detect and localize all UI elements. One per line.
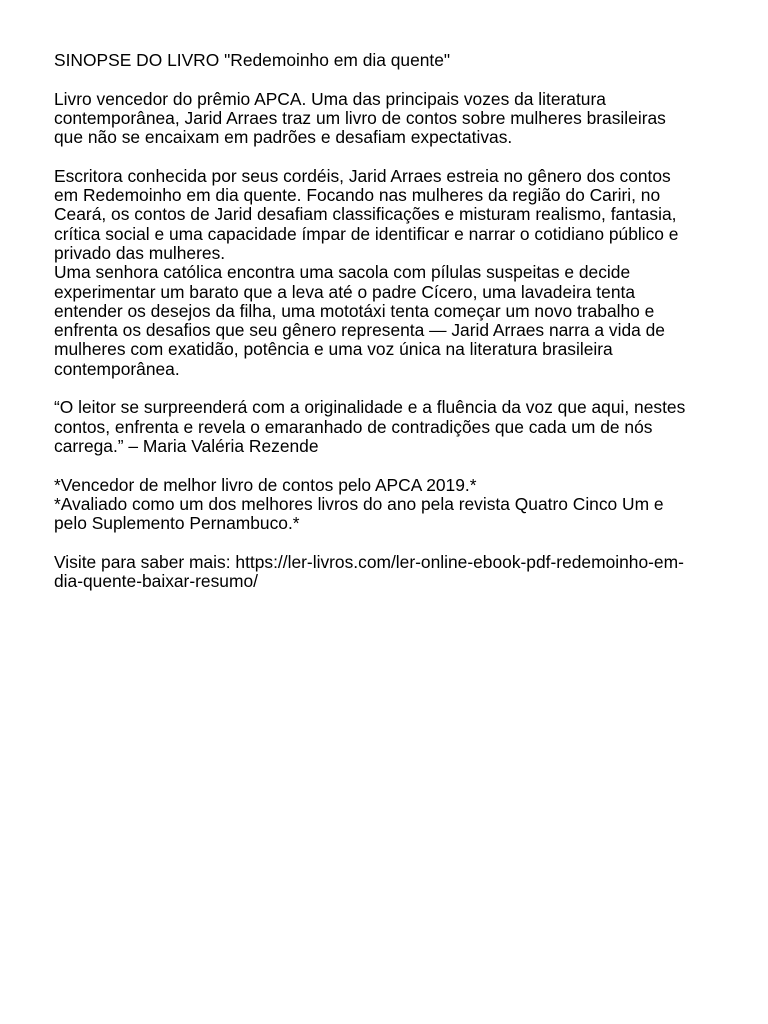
title-block [54, 51, 724, 70]
paragraph-gap [54, 147, 724, 166]
document-title: SINOPSE DO LIVRO "Redemoinho em dia quente" [54, 50, 451, 70]
text-line: *Avaliado como um dos melhores livros do ano pela revista Quatro Cinco Um e [54, 493, 664, 514]
text-line: dia-quente-baixar-resumo/ [54, 571, 258, 592]
quote-paragraph [54, 398, 724, 456]
text-line: contemporânea. [54, 358, 180, 379]
paragraph-gap [54, 379, 724, 398]
text-line: em Redemoinho em dia quente. Focando nas mulheres da região do Cariri, no [54, 185, 661, 206]
text-line: *Vencedor de melhor livro de contos pelo APCA 2019.* [54, 474, 477, 495]
text-line: crítica social e uma capacidade ímpar de identificar e narrar o cotidiano público e [54, 223, 679, 244]
text-line: Escritora conhecida por seus cordéis, Jarid Arraes estreia no gênero dos contos [54, 165, 671, 186]
paragraph-gap [54, 70, 724, 89]
intro-paragraph [54, 90, 724, 148]
text-line: enfrenta os desafios que seu gênero representa — Jarid Arraes narra a vida de [54, 320, 665, 341]
description-paragraph [54, 167, 724, 379]
text-line: mulheres com exatidão, potência e uma voz única na literatura brasileira [54, 339, 613, 360]
text-line: carrega.” – Maria Valéria Rezende [54, 435, 319, 456]
text-line: experimentar um barato que a leva até o padre Cícero, uma lavadeira tenta [54, 281, 635, 302]
text-line: pelo Suplemento Pernambuco.* [54, 513, 300, 534]
link-paragraph [54, 553, 724, 592]
text-line: contos, enfrenta e revela o emaranhado de contradições que cada um de nós [54, 416, 653, 437]
paragraph-gap [54, 456, 724, 475]
paragraph-gap [54, 533, 724, 552]
text-line: contemporânea, Jarid Arraes traz um livro de contos sobre mulheres brasileiras [54, 107, 666, 128]
text-line: privado das mulheres. [54, 242, 226, 263]
text-line: “O leitor se surpreenderá com a originalidade e a fluência da voz que aqui, nestes [54, 397, 686, 418]
document-page [54, 51, 724, 591]
text-line: Livro vencedor do prêmio APCA. Uma das principais vozes da literatura [54, 88, 606, 109]
text-line: Visite para saber mais: https://ler-livros.com/ler-online-ebook-pdf-redemoinho-em- [54, 551, 684, 572]
text-line: Uma senhora católica encontra uma sacola com pílulas suspeitas e decide [54, 262, 631, 283]
text-line: Ceará, os contos de Jarid desafiam classificações e misturam realismo, fantasia, [54, 204, 677, 225]
text-line: entender os desejos da filha, uma mototáxi tenta começar um novo trabalho e [54, 300, 655, 321]
awards-paragraph [54, 476, 724, 534]
text-line: que não se encaixam em padrões e desafiam expectativas. [54, 127, 513, 148]
